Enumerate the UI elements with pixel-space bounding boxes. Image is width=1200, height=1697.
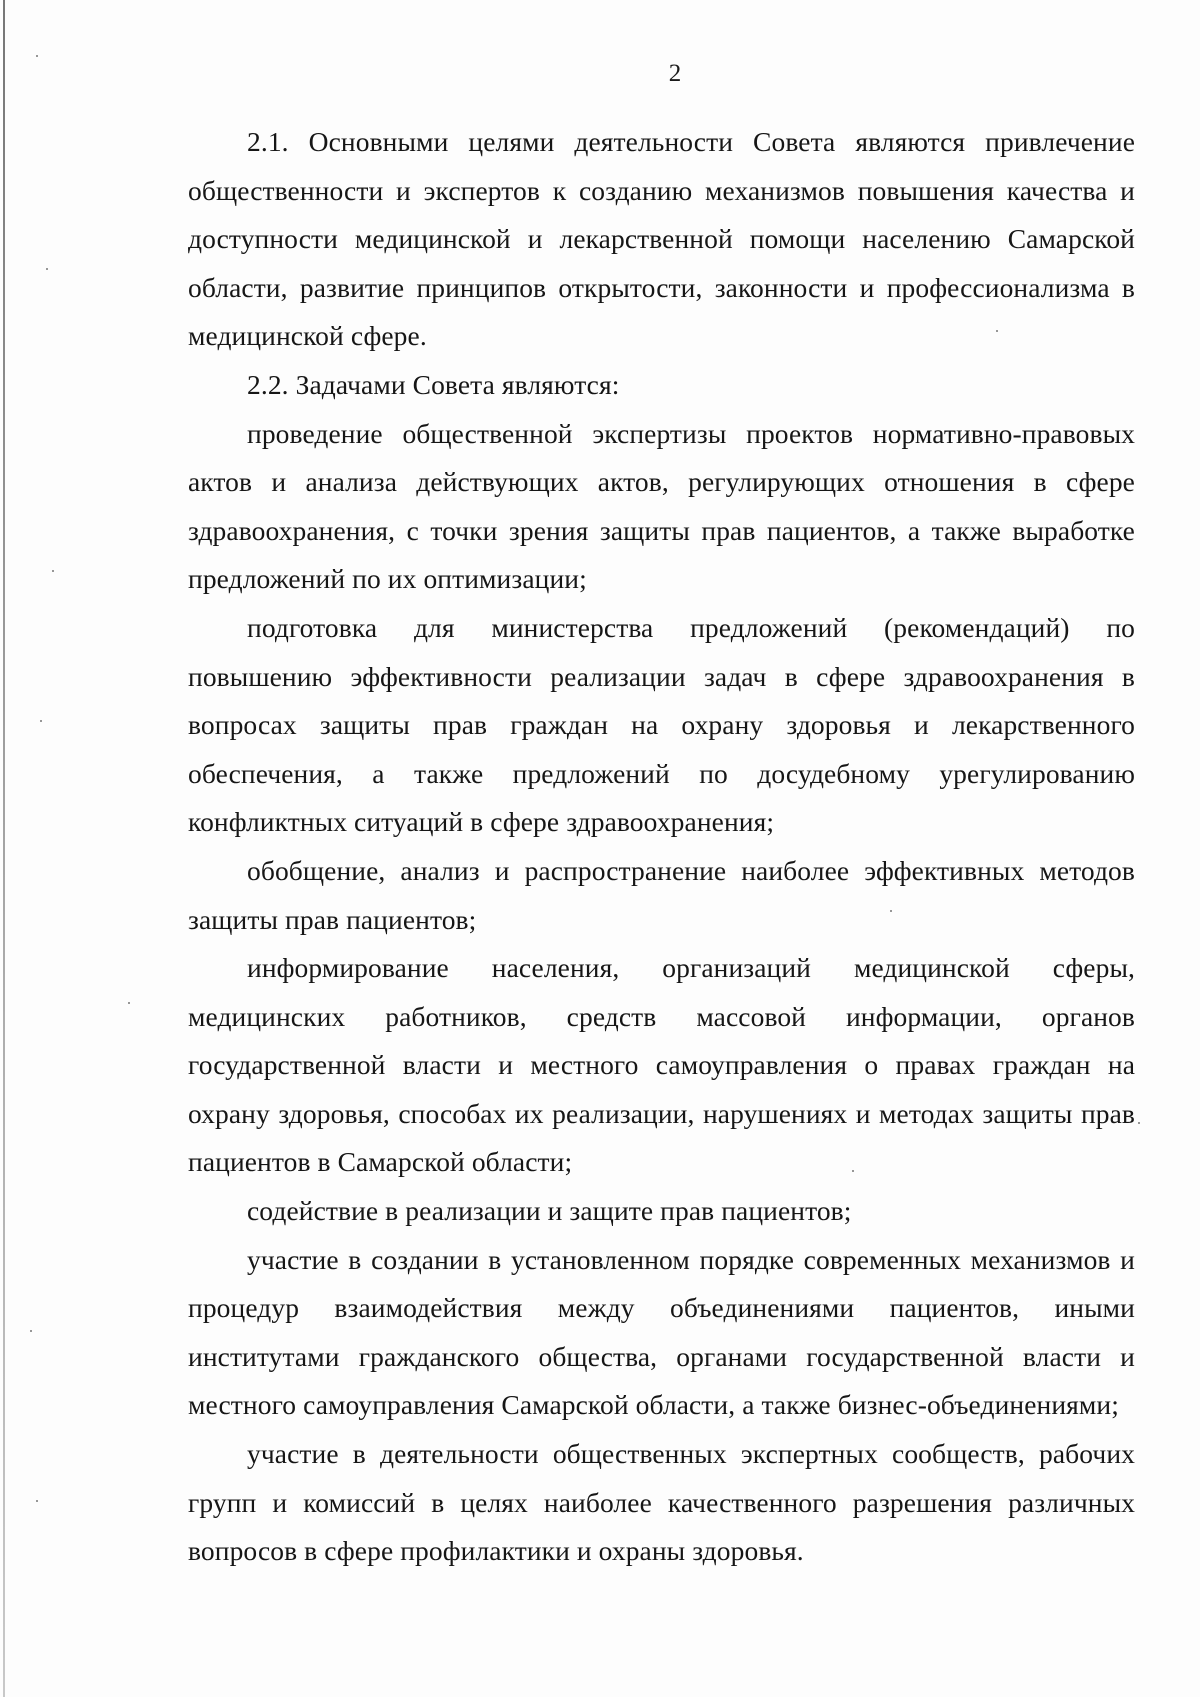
- scan-speck: [30, 1330, 32, 1332]
- paragraph-task-proposals: подготовка для министерства предложений (рекомендаций) по повышению эффективности реализации задач в сфере здравоохранения в вопросах защиты прав граждан на охрану здоровья и лекарственного обеспечения, а также предложений по досудебному урегулированию конфликтных ситуаций в сфере здравоохранения;: [188, 611, 1135, 838]
- scan-speck: [36, 1500, 38, 1502]
- paragraph-2-2-tasks-heading: 2.2. Задачами Совета являются:: [247, 368, 620, 400]
- paragraph-2-1-goals: 2.1. Основными целями деятельности Совета являются привлечение общественности и экспертов к созданию механизмов повышения качества и доступности медицинской и лекарственной помощи населению Самарской области, развитие принципов открытости, законности и профессионализма в медицинской сфере.: [188, 126, 1135, 352]
- scan-speck: [52, 570, 54, 572]
- scan-speck: [36, 55, 38, 57]
- scan-speck: [46, 268, 48, 270]
- paragraph-task-mechanisms: участие в создании в установленном порядке современных механизмов и процедур взаимодействия между объединениями пациентов, иными институтами гражданского общества, органами государственной власти и местного самоуправления Самарской области, а также бизнес-объединениями;: [188, 1243, 1135, 1421]
- scan-speck: [890, 910, 892, 912]
- scan-speck: [1138, 1122, 1140, 1124]
- scan-speck: [128, 1002, 130, 1004]
- document-body: [188, 118, 1135, 1576]
- paragraph-task-informing: информирование населения, организаций медицинской сферы, медицинских работников, средств массовой информации, органов государственной власти и местного самоуправления о правах граждан на охрану здоровья, способах их реализации, нарушениях и методах защиты прав пациентов в Самарской области;: [188, 952, 1135, 1178]
- paragraph-task-expertise: проведение общественной экспертизы проектов нормативно-правовых актов и анализа действующих актов, регулирующих отношения в сфере здравоохранения, с точки зрения защиты прав пациентов, а также выработке предложений по их оптимизации;: [188, 417, 1135, 595]
- scan-edge-line: [3, 0, 5, 1697]
- scan-speck: [996, 330, 998, 332]
- scan-speck: [852, 1170, 854, 1172]
- page-number: 2: [668, 60, 682, 87]
- paragraph-task-expert-communities: участие в деятельности общественных экспертных сообществ, рабочих групп и комиссий в целях наиболее качественного разрешения различных вопросов в сфере профилактики и охраны здоровья.: [188, 1438, 1135, 1567]
- paragraph-task-assistance: содействие в реализации и защите прав пациентов;: [247, 1195, 852, 1227]
- scan-speck: [40, 720, 42, 722]
- paragraph-task-analysis: обобщение, анализ и распространение наиболее эффективных методов защиты прав пациентов;: [188, 854, 1135, 935]
